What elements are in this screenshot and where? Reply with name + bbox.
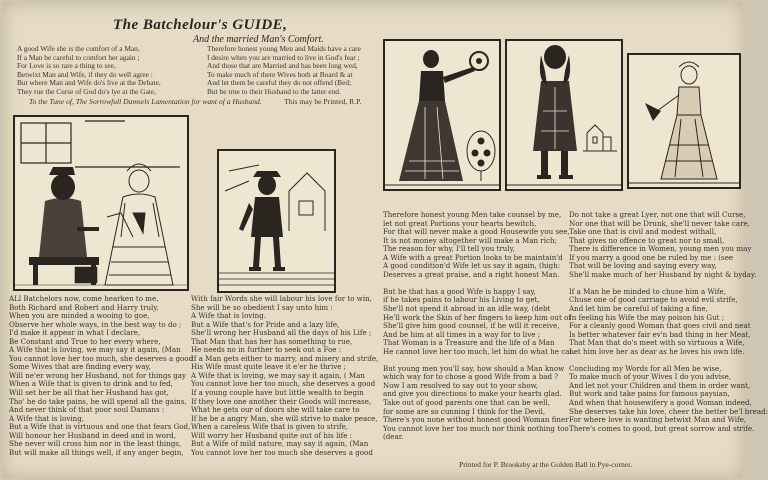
verse-line: I'd make it appear in what I declare, — [9, 328, 141, 338]
verse-line: Do not take a great Lyer, not one that will Curse, — [569, 210, 746, 219]
verse-line: But will make all things well, if any anger begin, — [9, 447, 184, 457]
intro-line: Betwixt Man and Wife, if they do well agree : — [17, 69, 153, 79]
verse-line: There's comes to good, but great sorrow and strife. — [569, 423, 755, 433]
verse-line: Both Richard and Robert and Harry truly, — [9, 302, 159, 312]
licence-note: This may be Printed, R.P. — [284, 97, 362, 106]
intro-line: And those that are Married and has been long wed, — [207, 61, 358, 71]
verse-column-2 — [191, 295, 378, 457]
verse-line: Take one that is civil and modest withall, — [569, 227, 717, 237]
woodcut-gentleman — [505, 39, 623, 191]
verse-line: That Woman is a Treasure and the life of a Man — [383, 338, 555, 348]
verse-line: But work and take pains for famous paysian, — [569, 389, 730, 399]
verse-line: You cannot love her too much, she deserves a good — [9, 353, 194, 363]
intro-line: I desire when you are married to live in God's fear ; — [207, 52, 360, 62]
verse-line: She never will cross him nor in the least things, — [9, 439, 182, 449]
verse-line: But he that has a good Wife is happy I say, — [383, 286, 536, 296]
verse-line: He'll work the Skin of her fingers to keep him out of — [383, 312, 571, 322]
verse-line: When a careless Wife that is given to strife, — [191, 422, 349, 432]
verse-line: Deserves a great praise, and a right honest Man. — [383, 269, 560, 279]
woodcut-couple — [13, 115, 189, 291]
verse-line: That Man that has her has something to rue, — [191, 336, 353, 346]
verse-line: But a Wife that's for Pride and a lazy life, — [191, 319, 340, 329]
verse-line: if he takes pains to labour his Living to get, — [383, 295, 540, 305]
woodcut-cavalier — [217, 149, 336, 293]
verse-line: But a Wife that is virtuous and one that fears God, — [9, 422, 191, 432]
tune-line: To the Tune of, The Sorrowfull Damsels Lamentation for want of a Husband. — [29, 97, 262, 106]
verse-line: If they love one another their Goods will increase, — [191, 396, 372, 406]
verse-column-4 — [569, 211, 768, 433]
intro-line: They rue the Curse of God do's lye at the Gate, — [17, 86, 157, 96]
verse-line: For where love is wanting betwixt Man and Wife, — [569, 415, 747, 425]
verse-line: To make much of your Wives I do you advise, — [569, 372, 732, 382]
verse-line: For that will never make a good Housewife you see, — [383, 227, 570, 237]
verse-column-1 — [9, 295, 193, 457]
verse-line: Chuse one of good carriage to avoid evil strife, — [569, 295, 738, 305]
verse-line: Now I am resolved to say out to your show, — [383, 380, 539, 390]
verse-line: A Wife that is loving, we may say it again, (Man — [9, 345, 181, 355]
verse-line: If you marry a good one be ruled by me : (see — [569, 252, 734, 262]
verse-line: For a cleanly good Woman that goes civil and neat — [569, 321, 751, 331]
ballad-subtitle: And the married Man's Comfort. — [193, 34, 324, 45]
verse-line: Will set her be all that her Husband has got, — [9, 388, 169, 398]
verse-line: Therefore honest young Men take counsel by me, — [383, 210, 562, 219]
verse-line: In feeling his Wife the may poison his Gut ; — [569, 312, 725, 322]
verse-line: You cannot love her too much, she deserves a good — [191, 379, 376, 389]
verse-line: If a Man gets either to marry, and misery and strife, — [191, 353, 379, 363]
verse-line: Is better whatever fair ev'n bad thing in her Meat, — [569, 329, 751, 339]
verse-line: You cannot love her too much nor think nothing too — [383, 423, 569, 433]
intro-line: But where Man and Wife do's live at the Debate, — [17, 78, 161, 88]
woodcut-lady-peacock — [383, 39, 501, 191]
intro-verse-left — [17, 45, 161, 97]
verse-line: Some Wives that are finding every way, — [9, 362, 151, 372]
intro-line: But be true to their Husband to the latter end. — [207, 86, 341, 96]
verse-line: Be Constant and True to her every where, — [9, 336, 161, 346]
verse-line: That Man that do's meet with so virtuous a Wife, — [569, 338, 745, 348]
intro-line: To make much of there Wives both at Board & at — [207, 69, 353, 79]
verse-line: A Wife with a great Portion looks to be maintain'd — [383, 252, 563, 262]
intro-line: A good Wife she is the comfort of a Man, — [17, 44, 140, 53]
verse-line: If he be a angry Man, she will strive to make peace, — [191, 413, 378, 423]
printer-imprint: Printed for P. Brooksby at the Golden Ball in Pye-corner. — [459, 460, 633, 469]
verse-line: A Wife that is loving, — [9, 413, 84, 423]
verse-line: That will be loving and saying every way, — [569, 261, 717, 271]
verse-line: And let not your Children and them in order want, — [569, 380, 751, 390]
verse-line: You cannot love her too much she deserves a good — [191, 447, 373, 457]
verse-line: She will be so obedient I say unto him : — [191, 302, 333, 312]
verse-line: Nor one that will be Drunk, she'll never take care, — [569, 218, 750, 228]
verse-line: It is not money altogether will make a Man rich; — [383, 235, 557, 245]
ballad-title: The Batchelour's GUIDE, — [113, 17, 288, 33]
intro-verse-right — [207, 45, 361, 97]
verse-line: He cannot love her too much, let him do what he can. — [383, 346, 577, 356]
verse-line: Take out of good parents one that can be well, — [383, 398, 550, 408]
verse-line: And when that housewifery a good Woman indeed, — [569, 398, 752, 408]
verse-line: His Wife must quite leave it e'er he thrive ; — [191, 362, 347, 372]
verse-line: She'll give him good counsel, if he will it receive, — [383, 321, 560, 331]
verse-line: And never think of that poor soul Damans : — [9, 405, 165, 415]
intro-line: If a Man be careful to comfort her again ; — [17, 52, 140, 62]
intro-line: And let them be careful they do not offend (Bed; — [207, 78, 352, 88]
verse-line: Will worry her Husband quite out of his life : — [191, 430, 353, 440]
verse-line: Will ne'er wrong her Husband, not for things gay — [9, 370, 187, 380]
verse-line: ALl Batchelors now, come hearken to me, — [9, 294, 159, 303]
verse-line: With fair Words she will labour his love for to win, — [191, 294, 372, 303]
verse-column-3 — [383, 211, 576, 442]
verse-line: Observe her whole ways, in the best way to do ; — [9, 319, 182, 329]
verse-line: which way for to chose a good Wife from a bad ? — [383, 372, 559, 382]
verse-line: And be him at all times in a way for to live ; — [383, 329, 541, 339]
verse-line: If a young couple have but little wealth to begin — [191, 388, 364, 398]
verse-line: He needs no in further to seek out a Foe : — [191, 345, 342, 355]
verse-line: There's you none without honest good Woman finer — [383, 415, 569, 425]
verse-line: And let him be careful of taking a fine, — [569, 304, 708, 314]
verse-line: Let him love her as dear as he loves his own life. — [569, 346, 745, 356]
intro-line: For Love is so rare a thing to see, — [17, 61, 116, 71]
verse-line: That gives no offence to great nor to small, — [569, 235, 725, 245]
verse-line: When you are minded a wooing to goe, — [9, 311, 150, 321]
verse-line: She deserves take his love, cheer the better be'l bread: — [569, 406, 768, 416]
verse-line: A Wife that is loving, we may say it again, ( Man — [191, 370, 365, 380]
woodcut-lady-fan — [627, 53, 741, 189]
verse-line: Will honour her Husband in deed and in word, — [9, 430, 177, 440]
verse-line: let not great Portions your hearts bewitch, — [383, 218, 537, 228]
broadside-sheet — [3, 3, 768, 477]
verse-line: A good condition'd Wife let us say it again, (high: — [383, 261, 561, 271]
verse-line: and give you directions to make your hearts glad. — [383, 389, 562, 399]
verse-line: If a Man he be minded to chuse him a Wife, — [569, 286, 726, 296]
verse-line: A Wife that is loving. — [191, 311, 266, 321]
verse-line: Concluding my Words for all Men be wise, — [569, 363, 722, 373]
verse-line: There is difference in Women, young men you may — [569, 244, 752, 254]
verse-line: (dear. — [383, 432, 404, 442]
verse-line: She'll wrong her Husband all the days of his Life ; — [191, 328, 372, 338]
verse-line: The reason for why, I'll tell you truly, — [383, 244, 515, 254]
verse-line: When a Wife that is given to drink and to fed, — [9, 379, 173, 389]
intro-line: Therefore honest young Men and Maids have a care — [207, 44, 361, 53]
verse-line: Tho' he do take pains, he will spend all the gains, — [9, 396, 187, 406]
verse-line: She'll make much of her Husband by night & byday. — [569, 269, 757, 279]
verse-line: She'll not spend it abroad in an idle way, (debt — [383, 304, 551, 314]
verse-line: for some are so cunning I think for the Devil, — [383, 406, 546, 416]
verse-line: But a Wife of mild nature, may say it again, (Man — [191, 439, 369, 449]
verse-line: What he gets our of doors she will take care to — [191, 405, 360, 415]
verse-line: But young men you'll say, how should a Man know — [383, 363, 565, 373]
